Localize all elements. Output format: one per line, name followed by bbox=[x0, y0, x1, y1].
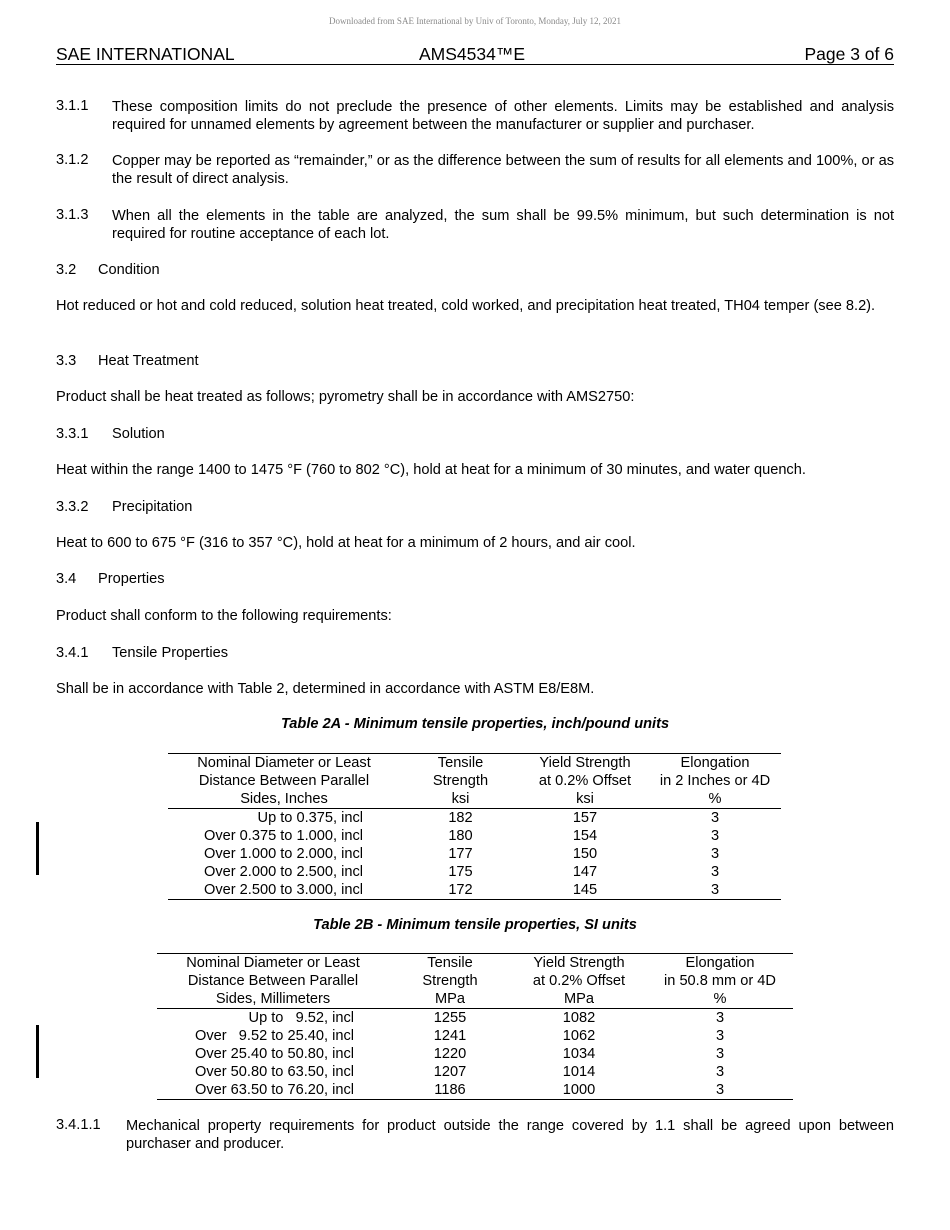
page-header bbox=[56, 44, 894, 65]
item-number: 3.1.3 bbox=[56, 207, 89, 223]
header-page-number: Page 3 of 6 bbox=[804, 44, 894, 64]
download-watermark: Downloaded from SAE International by Univ of Toronto, Monday, July 12, 2021 bbox=[328, 16, 622, 26]
item-number: 3.4.1.1 bbox=[56, 1117, 101, 1133]
table-2b bbox=[157, 953, 793, 1100]
col-header-yield: Yield Strength at 0.2% Offset MPa bbox=[532, 955, 626, 1007]
col-header-diameter: Nominal Diameter or Least Distance Between Parallel Sides, Inches bbox=[197, 755, 371, 807]
section-number: 3.3.2 bbox=[56, 499, 89, 515]
section-number: 3.3 bbox=[56, 353, 77, 369]
section-body-3-4-1: Shall be in accordance with Table 2, determined in accordance with ASTM E8/E8M. bbox=[56, 681, 595, 697]
table-row: Over 63.50 to 76.20, incl 1186 1000 3 bbox=[157, 1081, 793, 1100]
section-heading-3-3-2 bbox=[56, 498, 192, 516]
table-row: Over 25.40 to 50.80, incl 1220 1034 3 bbox=[194, 1046, 725, 1062]
section-title: Properties bbox=[98, 571, 165, 587]
item-number: 3.1.2 bbox=[56, 152, 89, 168]
section-title: Solution bbox=[112, 426, 165, 442]
section-heading-3-3 bbox=[56, 352, 199, 370]
section-title: Tensile Properties bbox=[112, 645, 228, 661]
col-header-diameter: Nominal Diameter or Least Distance Between Parallel Sides, Millimeters bbox=[186, 955, 360, 1007]
item-3-1-2 bbox=[56, 152, 894, 188]
item-text: Mechanical property requirements for product outside the range covered by 1.1 shall be agreed upon between purchaser and producer. bbox=[126, 1118, 894, 1152]
table-header-row bbox=[168, 754, 781, 809]
header-org: SAE INTERNATIONAL bbox=[56, 44, 235, 64]
table-row: Over 1.000 to 2.000, incl 177 150 3 bbox=[203, 846, 720, 862]
col-header-yield: Yield Strength at 0.2% Offset ksi bbox=[538, 755, 632, 807]
table-row: Over 2.500 to 3.000, incl 172 145 3 bbox=[168, 881, 781, 900]
col-header-elongation: Elongation in 50.8 mm or 4D % bbox=[664, 955, 776, 1007]
table-header-row bbox=[157, 954, 793, 1009]
section-number: 3.4 bbox=[56, 571, 77, 587]
change-bar bbox=[36, 822, 39, 875]
section-body-3-3-2: Heat to 600 to 675 °F (316 to 357 °C), hold at heat for a minimum of 2 hours, and air cool. bbox=[56, 535, 636, 551]
item-text: Copper may be reported as “remainder,” or as the difference between the sum of results for all elements and 100%, or as the result of direct analysis. bbox=[112, 153, 894, 187]
section-title: Heat Treatment bbox=[98, 353, 199, 369]
section-body-3-3: Product shall be heat treated as follows; pyrometry shall be in accordance with AMS2750: bbox=[56, 389, 635, 405]
table-2a-caption: Table 2A - Minimum tensile properties, inch/pound units bbox=[280, 716, 670, 732]
table-2a bbox=[168, 753, 781, 900]
table-row: Over 9.52 to 25.40, incl 1241 1062 3 bbox=[195, 1028, 725, 1044]
section-title: Condition bbox=[98, 262, 160, 278]
section-heading-3-2 bbox=[56, 261, 160, 279]
section-body-3-3-1: Heat within the range 1400 to 1475 °F (760 to 802 °C), hold at heat for a minimum of 30 minutes, and water quench. bbox=[56, 462, 806, 478]
section-number: 3.3.1 bbox=[56, 426, 89, 442]
change-bar bbox=[36, 1025, 39, 1078]
item-number: 3.1.1 bbox=[56, 98, 89, 114]
section-number: 3.2 bbox=[56, 262, 77, 278]
section-title: Precipitation bbox=[112, 499, 193, 515]
item-3-4-1-1 bbox=[56, 1117, 894, 1153]
section-heading-3-4-1 bbox=[56, 644, 228, 662]
table-row: Up to 9.52, incl 1255 1082 3 bbox=[248, 1010, 725, 1026]
col-header-tensile: Tensile Strength MPa bbox=[422, 955, 478, 1007]
item-3-1-3 bbox=[56, 207, 894, 243]
item-text: When all the elements in the table are analyzed, the sum shall be 99.5% minimum, but such determination is not required for routine acceptance of each lot. bbox=[112, 208, 894, 242]
table-2b-caption: Table 2B - Minimum tensile properties, SI units bbox=[313, 917, 637, 933]
col-header-elongation: Elongation in 2 Inches or 4D % bbox=[659, 755, 771, 807]
col-header-tensile: Tensile Strength ksi bbox=[432, 755, 489, 807]
item-3-1-1 bbox=[56, 98, 894, 134]
table-row: Up to 0.375, incl 182 157 3 bbox=[257, 810, 720, 826]
header-doc-number: AMS4534™E bbox=[419, 44, 526, 64]
table-row: Over 2.000 to 2.500, incl 175 147 3 bbox=[203, 864, 720, 880]
section-body-3-2: Hot reduced or hot and cold reduced, solution heat treated, cold worked, and precipitation heat treated, TH04 temper (see 8.2). bbox=[56, 298, 876, 314]
section-heading-3-4 bbox=[56, 570, 165, 588]
section-number: 3.4.1 bbox=[56, 645, 89, 661]
table-row: Over 0.375 to 1.000, incl 180 154 3 bbox=[203, 828, 720, 844]
item-text: These composition limits do not preclude the presence of other elements. Limits may be established and analysis required for unnamed elements by agreement between the manufacturer or supplier and purchaser. bbox=[112, 99, 894, 133]
section-body-3-4: Product shall conform to the following requirements: bbox=[56, 608, 392, 624]
table-row: Over 50.80 to 63.50, incl 1207 1014 3 bbox=[194, 1064, 725, 1080]
section-heading-3-3-1 bbox=[56, 425, 165, 443]
